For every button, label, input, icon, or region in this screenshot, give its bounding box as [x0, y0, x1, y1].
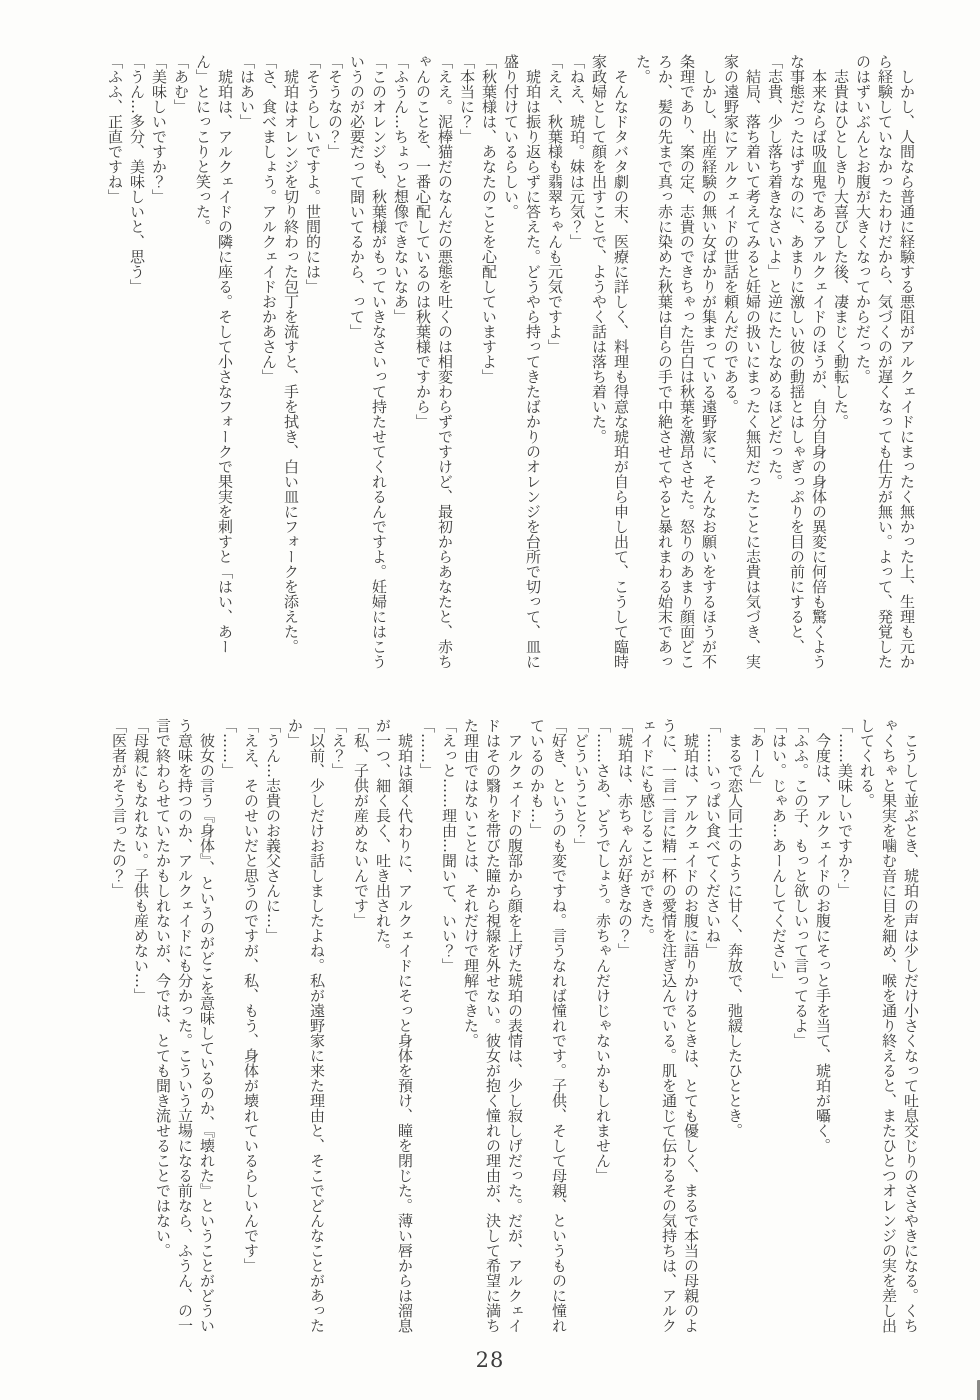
paragraph: 「……」 [220, 718, 238, 778]
paragraph: 「ええ、そのせいだと思うのですが、私、もう、身体が壊れているらしいんです」 [242, 718, 260, 1273]
paragraph: 琥珀は、アルクェイドの隣に座る。そして小さなフォークで果実を刺すと「はい、あーん」とにっこりと笑った。 [194, 54, 234, 654]
paragraph: 「ねえ、琥珀。妹は元気？」 [568, 54, 586, 249]
paragraph: 「本当に？」 [458, 54, 476, 144]
paragraph: アルクェイドの腹部から顔を上げた琥珀の表情は、少し寂しげだった。だが、アルクェイドはその翳りを帯びた瞳から視線を外せない。彼女が抱く憧れの理由が、決して希望に満ちた理由ではないことは、それだけで理解できた。 [462, 718, 524, 1333]
paragraph: 「以前、少しだけお話しましたよね。私が遠野家に来た理由と、そこでどんなことがあったか」 [286, 718, 326, 1333]
paragraph: 「そうなの？」 [326, 54, 344, 159]
paragraph: 「秋葉様は、あなたのことを心配していますよ」 [480, 54, 498, 384]
paragraph: 琥珀は頷く代わりに、アルクェイドにそっと身体を預け、瞳を閉じた。薄い唇からは溜息が一つ、細く長く、吐き出された。 [374, 718, 414, 1333]
paragraph: 「ええ。泥棒猫だのなんだの悪態を吐くのは相変わらずですけど、最初からあなたと、赤ちゃんのことを、一番心配しているのは秋葉様ですから」 [414, 54, 454, 669]
paragraph: 「医者がそう言ったの？」 [110, 718, 128, 898]
paragraph: 「ふふ。この子、もっと欲しいって言ってるよ」 [792, 718, 810, 1048]
paragraph: しかし、出産経験の無い女ばかりが集まっている遠野家に、そんなお願いをするほうが不条理であり、案の定、志貴のできちゃった告白は秋葉を激昂させた。怒りのあまり顔面どころか、髪の先まで真っ赤に染めた秋葉は自らの手で中絶させてやると暴れまわる始末であった。 [634, 54, 718, 669]
paragraph: 琥珀は、アルクェイドのお腹に語りかけるときは、とても優しく、まるで本当の母親のように、一言一言に精一杯の愛情を注ぎ込んでいる。肌を通じて伝わるその気持ちは、アルクェイドにも感じることができた。 [638, 718, 700, 1333]
paragraph: 「え？」 [330, 718, 348, 778]
paragraph: まるで恋人同士のように甘く、奔放で、弛緩したひととき。 [726, 718, 744, 1138]
paragraph: 「……」 [418, 718, 436, 778]
paragraph: 「はあい」 [238, 54, 256, 129]
paragraph: 「……美味しいですか？」 [836, 718, 854, 898]
text-block-bottom [108, 718, 922, 1344]
paragraph: 「……さあ、どうでしょう。赤ちゃんだけじゃないかもしれません」 [594, 718, 612, 1183]
paragraph: 志貴はひとしきり大喜びした後、凄まじく動転した。 [832, 54, 850, 429]
paragraph: 「ええ、秋葉様も翡翠ちゃんも元気ですよ」 [546, 54, 564, 354]
paragraph: 「えっと……理由…聞いて、いい？」 [440, 718, 458, 973]
paragraph: 琥珀は振り返らずに答えた。どうやら持ってきたばかりのオレンジを台所で切って、皿に盛り付けているらしい。 [502, 54, 542, 669]
paragraph: 「母親にもなれない。子供も産めない…」 [132, 718, 150, 1003]
text-block-top [104, 54, 918, 670]
paragraph: 「私、子供が産めないんです」 [352, 718, 370, 928]
paragraph: 「美味しいですか？」 [150, 54, 168, 204]
paragraph: しかし、人間なら普通に経験する悪阻がアルクェイドにまったく無かった上、生理も元から経験していなかったわけだから、気づくのが遅くなっても仕方が無い。よって、発覚したのはずいぶんとお腹が大きくなってからだった。 [854, 54, 916, 669]
paragraph: 「うん…志貴のお義父さんに…」 [264, 718, 282, 943]
paragraph: 彼女の言う『身体』、というのがどこを意味しているのか、『壊れた』ということがどういう意味を持つのか、アルクェイドにも分かった。こういう立場になる前なら、ふうん、の一言で終わらせていたかもしれないが、今では、とても聞き流せることではない。 [154, 718, 216, 1333]
paragraph: 「琥珀は、赤ちゃんが好きなの？」 [616, 718, 634, 958]
paragraph: 「……いっぱい食べてくださいね」 [704, 718, 722, 958]
paragraph: 「そうらしいですよ。世間的には」 [304, 54, 322, 294]
paragraph: 「あむ」 [172, 54, 190, 114]
page-number: 28 [475, 1348, 505, 1372]
paragraph: こうして並ぶとき、琥珀の声は少しだけ小さくなって吐息交じりのささやきになる。くちゃくちゃと果実を噛む音に目を細め、喉を通り終えると、またひとつオレンジの実を差し出してくれる。 [858, 718, 920, 1333]
paragraph: そんなドタバタ劇の末、医療に詳しく、料理も得意な琥珀が自ら申し出て、こうして臨時家政婦として顔を出すことで、ようやく話は落ち着いた。 [590, 54, 630, 669]
paragraph: 「さ、食べましょう。アルクェイドおかあさん」 [260, 54, 278, 384]
paragraph: 「はい。じゃあ…あーんしてください」 [770, 718, 788, 988]
paragraph: 結局、落ち着いて考えてみると妊婦の扱いにまったく無知だったことに志貴は気づき、実家の遠野家にアルクェイドの世話を頼んだのである。 [722, 54, 762, 669]
paragraph: 「このオレンジも、秋葉様がもっていきなさいって持たせてくれるんですよ。妊婦にはこういうのが必要だって聞いてるから、って」 [348, 54, 388, 669]
paragraph: 「あーん」 [748, 718, 766, 793]
paragraph: 今度は、アルクェイドのお腹にそっと手を当て、琥珀が囁く。 [814, 718, 832, 1153]
paragraph: 「どういうこと？」 [572, 718, 590, 853]
paragraph: 「うん…多分、美味しいと、思う」 [128, 54, 146, 294]
paragraph: 「ふふ、正直ですね」 [106, 54, 124, 204]
paragraph: 琥珀はオレンジを切り終わった包丁を流すと、手を拭き、白い皿にフォークを添えた。 [282, 54, 300, 654]
paragraph: 「ふうん…ちょっと想像できないなあ」 [392, 54, 410, 324]
paragraph: 「好き、というのも変ですね。言うなれば憧れです。子供、そして母親、というものに憧れているのかも…」 [528, 718, 568, 1333]
paragraph: 本来ならば吸血鬼であるアルクェイドのほうが、自分自身の身体の異変に何倍も驚くような事態だったはずなのに、あまりに激しい彼の動揺とはしゃぎっぷりを目の前にすると、「志貴、少し落ち着きなさいよ」と逆にたしなめるほどだった。 [766, 54, 828, 669]
